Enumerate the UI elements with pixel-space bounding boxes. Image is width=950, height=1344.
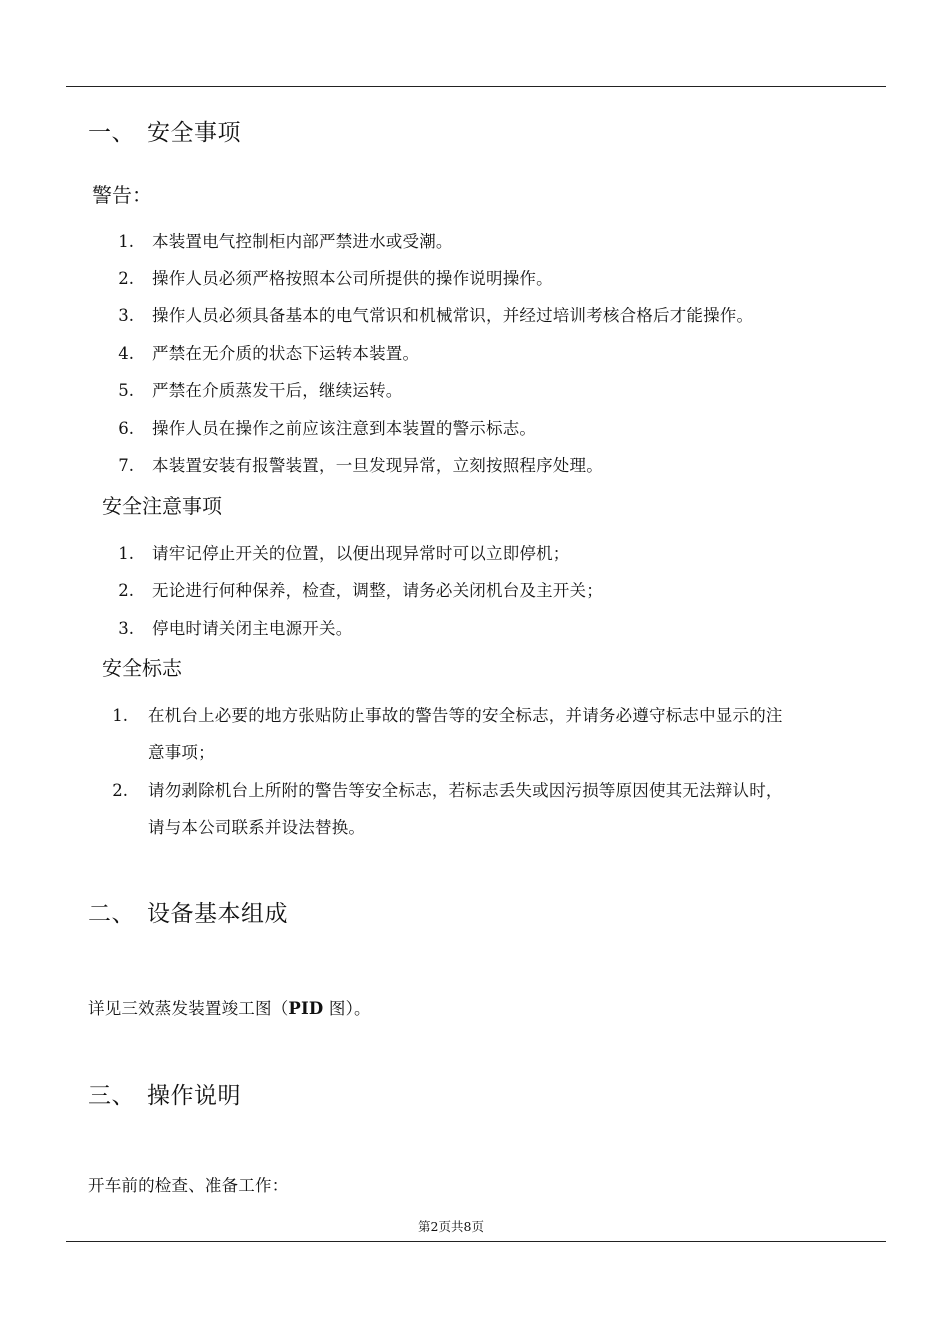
warning-item-6-number: 6.: [118, 419, 134, 438]
warning-item-4-text: 严禁在无介质的状态下运转本装置。: [152, 344, 420, 363]
section-1-heading: [88, 122, 241, 145]
safety-signs-title: 安全标志: [102, 656, 182, 680]
section-3-number: 三、: [88, 1083, 135, 1109]
notice-item-1-text: 请牢记停止开关的位置，以便出现异常时可以立即停机；: [152, 544, 570, 563]
signs-item-1-line-1: 在机台上必要的地方张贴防止事故的警告等的安全标志，并请务必遵守标志中显示的注: [148, 706, 783, 725]
notice-item-3-text: 停电时请关闭主电源开关。: [152, 619, 353, 638]
header-rule: [66, 86, 886, 87]
section-2-body: [88, 1001, 371, 1018]
signs-item-2-line-2: 请与本公司联系并设法替换。: [148, 818, 366, 837]
signs-item-2-line-1: 请勿剥除机台上所附的警告等安全标志，若标志丢失或因污损等原因使其无法辩认时，: [148, 781, 783, 800]
notice-item-2-number: 2.: [118, 581, 134, 600]
section-2-title: 设备基本组成: [147, 901, 288, 927]
safety-notice-title: 安全注意事项: [102, 494, 222, 518]
section-2-number: 二、: [88, 901, 135, 927]
section-2-body-start: 详见三效蒸发装置竣工图（: [88, 999, 289, 1018]
warning-item-2-number: 2.: [118, 269, 134, 288]
warning-title: 警告：: [92, 183, 152, 207]
notice-item-2-text: 无论进行何种保养，检查，调整，请务必关闭机台及主开关；: [152, 581, 603, 600]
pid-abbrev: PID: [288, 999, 324, 1018]
signs-item-1-number: 1.: [112, 706, 128, 725]
warning-item-3-number: 3.: [118, 306, 134, 325]
warning-item-2-text: 操作人员必须严格按照本公司所提供的操作说明操作。: [152, 269, 553, 288]
warning-item-7-text: 本装置安装有报警装置，一旦发现异常，立刻按照程序处理。: [152, 456, 603, 475]
notice-item-3-number: 3.: [118, 619, 134, 638]
warning-item-1-text: 本装置电气控制柜内部严禁进水或受潮。: [152, 232, 453, 251]
signs-item-2-number: 2.: [112, 781, 128, 800]
section-2-body-end: 图）。: [323, 999, 371, 1018]
warning-item-5-text: 严禁在介质蒸发干后，继续运转。: [152, 381, 403, 400]
warning-item-3-text: 操作人员必须具备基本的电气常识和机械常识，并经过培训考核合格后才能操作。: [152, 306, 754, 325]
footer-rule: [66, 1241, 886, 1242]
section-1-number: 一、: [88, 120, 135, 146]
section-3-heading: [88, 1085, 241, 1108]
warning-item-1-number: 1.: [118, 232, 134, 251]
signs-item-1-line-2: 意事项；: [148, 743, 215, 762]
page-number: 第2页共8页: [418, 1219, 484, 1234]
warning-item-7-number: 7.: [118, 456, 134, 475]
section-3-body: 开车前的检查、准备工作：: [88, 1176, 289, 1195]
section-3-title: 操作说明: [147, 1083, 241, 1109]
notice-item-1-number: 1.: [118, 544, 134, 563]
section-2-heading: [88, 903, 288, 926]
warning-item-4-number: 4.: [118, 344, 134, 363]
warning-item-5-number: 5.: [118, 381, 134, 400]
section-1-title: 安全事项: [147, 120, 241, 146]
warning-item-6-text: 操作人员在操作之前应该注意到本装置的警示标志。: [152, 419, 537, 438]
